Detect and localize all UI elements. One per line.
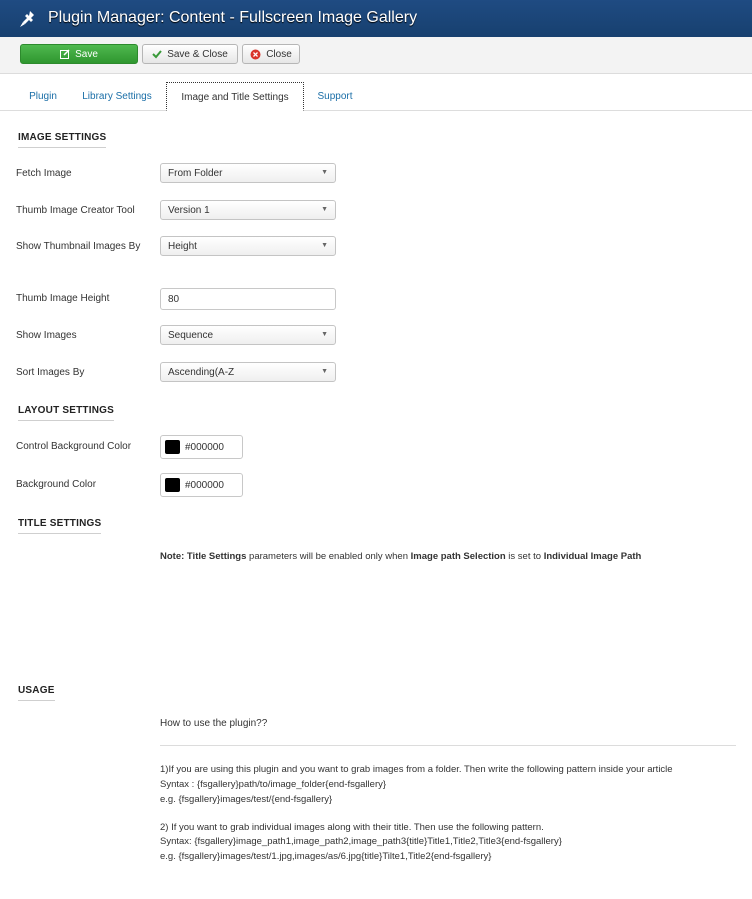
tab-plugin[interactable]: Plugin — [29, 91, 57, 102]
save-button[interactable] — [20, 44, 138, 64]
control-bg-label: Control Background Color — [16, 441, 132, 452]
toolbar — [0, 37, 752, 74]
show-thumbs-by-value: Height — [168, 241, 197, 252]
bg-color-picker[interactable] — [160, 473, 243, 497]
note-text-1: parameters will be enabled only when — [246, 551, 411, 562]
layout-settings-heading: LAYOUT SETTINGS — [18, 405, 114, 421]
title-settings-heading: TITLE SETTINGS — [18, 518, 101, 534]
thumb-tool-select[interactable] — [160, 200, 336, 220]
tab-library-settings[interactable]: Library Settings — [82, 91, 152, 102]
plug-icon — [18, 9, 38, 29]
title-settings-note — [160, 551, 641, 562]
caret-down-icon: ▼ — [321, 242, 328, 249]
fetch-image-label: Fetch Image — [16, 168, 72, 179]
show-thumbs-by-select[interactable] — [160, 236, 336, 256]
fetch-image-select[interactable] — [160, 163, 336, 183]
bg-label: Background Color — [16, 479, 97, 490]
save-button-label: Save — [75, 48, 98, 60]
caret-down-icon: ▼ — [321, 331, 328, 338]
page-header — [0, 0, 752, 37]
close-button[interactable] — [242, 44, 300, 64]
thumb-tool-label: Thumb Image Creator Tool — [16, 205, 135, 216]
thumb-height-label: Thumb Image Height — [16, 293, 110, 304]
note-label: Note: — [160, 551, 185, 562]
close-icon — [250, 49, 261, 60]
page-title: Plugin Manager: Content - Fullscreen Image Gallery — [48, 9, 418, 26]
show-images-label: Show Images — [16, 330, 77, 341]
sort-by-select[interactable] — [160, 362, 336, 382]
note-bold-3: Individual Image Path — [543, 551, 642, 562]
check-icon — [152, 49, 162, 59]
control-bg-color-picker[interactable] — [160, 435, 243, 459]
usage-line: Syntax: {fsgallery}image_path1,image_path2,image_path3{title}Title1,Title2,Title3{end-fsgallery} — [160, 836, 562, 847]
image-settings-heading: IMAGE SETTINGS — [18, 132, 106, 148]
tab-image-title-settings[interactable]: Image and Title Settings — [166, 82, 304, 111]
caret-down-icon: ▼ — [321, 206, 328, 213]
usage-question: How to use the plugin?? — [160, 718, 268, 729]
usage-line: Syntax : {fsgallery}path/to/image_folder{end-fsgallery} — [160, 779, 387, 790]
usage-line: 1)If you are using this plugin and you want to grab images from a folder. Then write the following pattern inside your article — [160, 764, 673, 775]
tab-bar — [0, 82, 752, 111]
note-bold-2: Image path Selection — [410, 551, 506, 562]
control-bg-value: #000000 — [185, 442, 224, 453]
usage-line: e.g. {fsgallery}images/test/{end-fsgallery} — [160, 794, 333, 805]
save-close-button[interactable] — [142, 44, 238, 64]
show-thumbs-by-label: Show Thumbnail Images By — [16, 241, 141, 252]
show-images-value: Sequence — [168, 330, 214, 341]
note-bold-1: Title Settings — [186, 551, 247, 562]
sort-by-value: Ascending(A-Z — [168, 367, 235, 378]
usage-line: e.g. {fsgallery}images/test/1.jpg,images/as/6.jpg{title}Tilte1,Title2{end-fsgallery} — [160, 851, 492, 862]
sort-by-label: Sort Images By — [16, 367, 85, 378]
usage-heading: USAGE — [18, 685, 55, 701]
color-swatch — [165, 440, 180, 454]
color-swatch — [165, 478, 180, 492]
show-images-select[interactable] — [160, 325, 336, 345]
divider — [160, 745, 736, 746]
note-text-2: is set to — [505, 551, 544, 562]
caret-down-icon: ▼ — [321, 169, 328, 176]
fetch-image-value: From Folder — [168, 168, 223, 179]
tab-support[interactable]: Support — [317, 91, 353, 102]
save-close-button-label: Save & Close — [167, 48, 228, 60]
bg-value: #000000 — [185, 480, 224, 491]
usage-line: 2) If you want to grab individual images along with their title. Then use the following pattern. — [160, 822, 544, 833]
thumb-height-input[interactable]: 80 — [160, 288, 336, 310]
close-button-label: Close — [266, 48, 292, 60]
caret-down-icon: ▼ — [321, 368, 328, 375]
thumb-tool-value: Version 1 — [168, 205, 210, 216]
edit-icon — [60, 49, 70, 59]
